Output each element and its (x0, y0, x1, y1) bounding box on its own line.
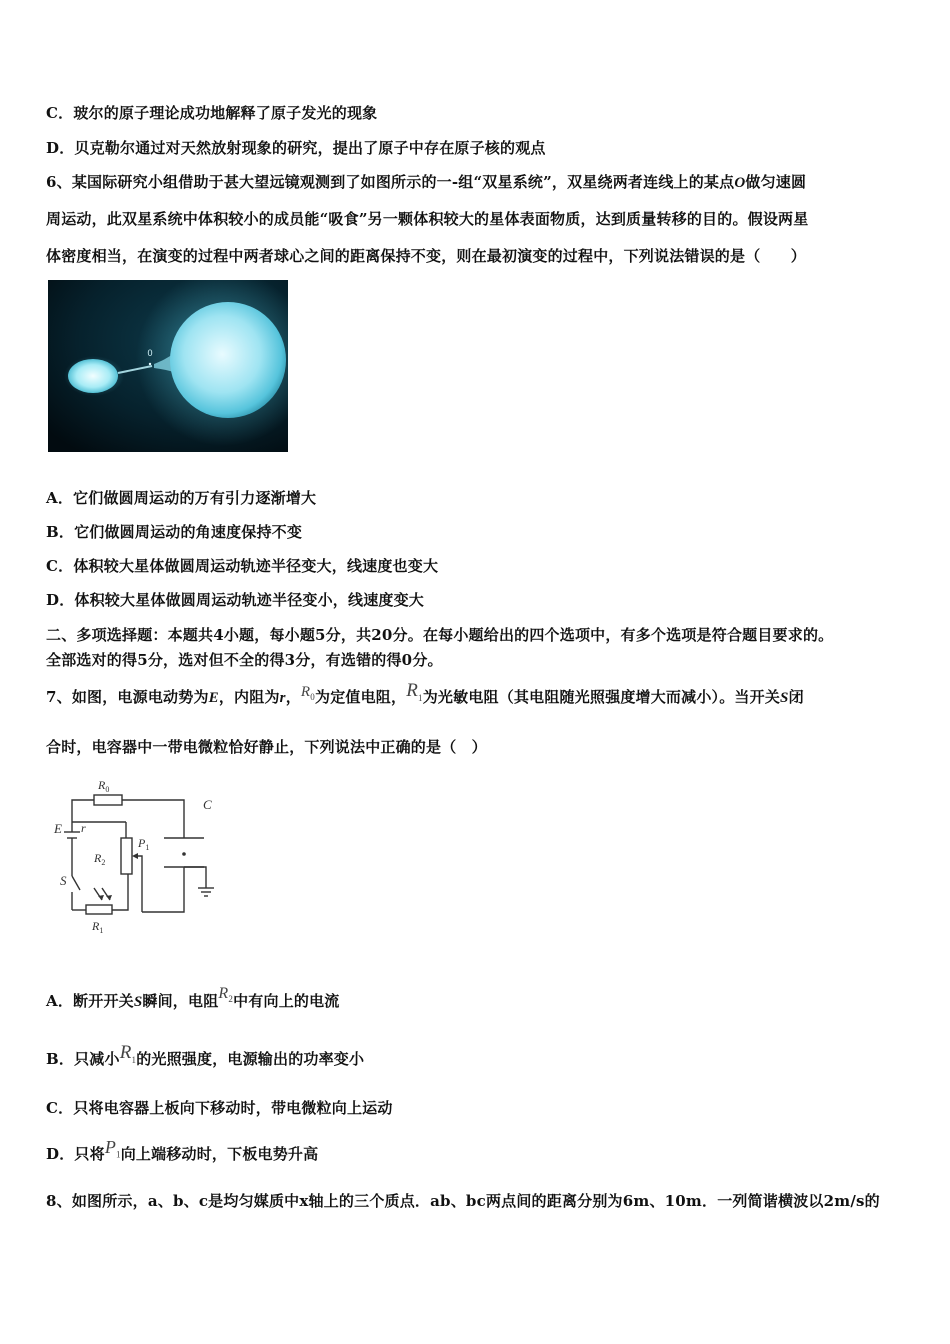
label-r: r (81, 821, 86, 835)
binary-star-image (48, 280, 288, 452)
q6-line3: 体密度相当，在演变的过程中两者球心之间的距离保持不变，则在最初演变的过程中，下列说法错误的是（ ） (46, 247, 807, 265)
small-star (68, 359, 118, 393)
q7-symbol-e: E (208, 690, 219, 706)
q6-line1a: 6、某国际研究小组借助于甚大望远镜观测到了如图所示的一-组“双星系统”，双星绕两者连线上的某点 (46, 173, 735, 191)
center-point-label: 0 (147, 348, 153, 358)
label-e: E (54, 821, 62, 836)
q7-line1 (46, 680, 804, 709)
label-s: S (60, 873, 67, 888)
circuit-diagram (50, 772, 222, 938)
q7-text-2: ，内阻为 (218, 688, 280, 706)
q6-line1 (46, 171, 806, 192)
label-r0: $R_0$ (98, 778, 110, 794)
q7-text-6: 闭 (788, 688, 804, 706)
q7-symbol-r0: $R_0$ (300, 684, 315, 702)
q7-option-a-symbol-s: S (133, 994, 143, 1010)
q7-option-a-symbol-r2: $R_2$ (218, 985, 234, 1005)
q7-option-d-text-1: D．只将 (46, 1145, 105, 1163)
q7-text-5: 为光敏电阻（其电阻随光照强度增大而减小）。当开关 (422, 688, 781, 706)
label-r1: $R_1$ (92, 919, 104, 935)
label-r2: $R_2$ (94, 851, 106, 867)
large-star (170, 302, 286, 418)
q7-option-b-text-2: 的光照强度，电源输出的功率变小 (136, 1050, 365, 1068)
q6-option-c: C．体积较大星体做圆周运动轨迹半径变大，线速度也变大 (46, 557, 439, 575)
q7-option-b-symbol-r1: $R_1$ (119, 1042, 137, 1065)
q7-option-a (46, 985, 340, 1012)
q7-option-d-symbol-p1: $P_1$ (104, 1137, 121, 1160)
q7-option-a-text-1: A．断开开关 (46, 992, 134, 1010)
q7-option-b-text-1: B．只减小 (46, 1050, 120, 1068)
q7-option-d-text-2: 向上端移动时，下板电势升高 (120, 1145, 319, 1163)
section2-line2: 全部选对的得5分，选对但不全的得3分，有选错的得0分。 (46, 651, 443, 669)
label-c: C (203, 797, 212, 812)
q6-line1b: 做匀速圆 (745, 173, 807, 191)
q7-option-b (46, 1042, 365, 1071)
q6-option-a: A．它们做圆周运动的万有引力逐渐增大 (46, 489, 317, 507)
q7-line2: 合时，电容器中一带电微粒恰好静止，下列说法中正确的是（ ） (46, 738, 487, 756)
q6-point-o: O (734, 175, 746, 191)
q7-symbol-s: S (780, 690, 789, 706)
option-c-prev: C．玻尔的原子理论成功地解释了原子发光的现象 (46, 104, 378, 122)
label-p1: $P_1$ (138, 836, 150, 852)
q7-symbol-r: r (279, 690, 286, 706)
section2-line1: 二、多项选择题：本题共4小题，每小题5分，共20分。在每小题给出的四个选项中，有多个选项是符合题目要求的。 (46, 626, 834, 644)
q7-text-3: ， (285, 688, 301, 706)
q7-symbol-r1: $R_1$ (406, 680, 423, 703)
q7-option-a-text-3: 中有向上的电流 (233, 992, 340, 1010)
q7-text-1: 7、如图，电源电动势为 (46, 688, 209, 706)
q7-option-c: C．只将电容器上板向下移动时，带电微粒向上运动 (46, 1099, 393, 1117)
q7-text-4: 为定值电阻， (315, 688, 407, 706)
option-d-prev: D．贝克勒尔通过对天然放射现象的研究，提出了原子中存在原子核的观点 (46, 139, 546, 157)
q6-option-b: B．它们做圆周运动的角速度保持不变 (46, 523, 303, 541)
q8-line1: 8、如图所示，a、b、c是均匀媒质中x轴上的三个质点．ab、bc两点间的距离分别为6m、10m．一列简谐横波以2m/s的 (46, 1192, 880, 1210)
q6-option-d: D．体积较大星体做圆周运动轨迹半径变小，线速度变大 (46, 591, 425, 609)
q7-option-d (46, 1137, 319, 1166)
q6-line2: 周运动，此双星系统中体积较小的成员能“吸食”另一颗体积较大的星体表面物质，达到质量转移的目的。假设两星 (46, 210, 809, 228)
q7-option-a-text-2: 瞬间，电阻 (142, 992, 219, 1010)
